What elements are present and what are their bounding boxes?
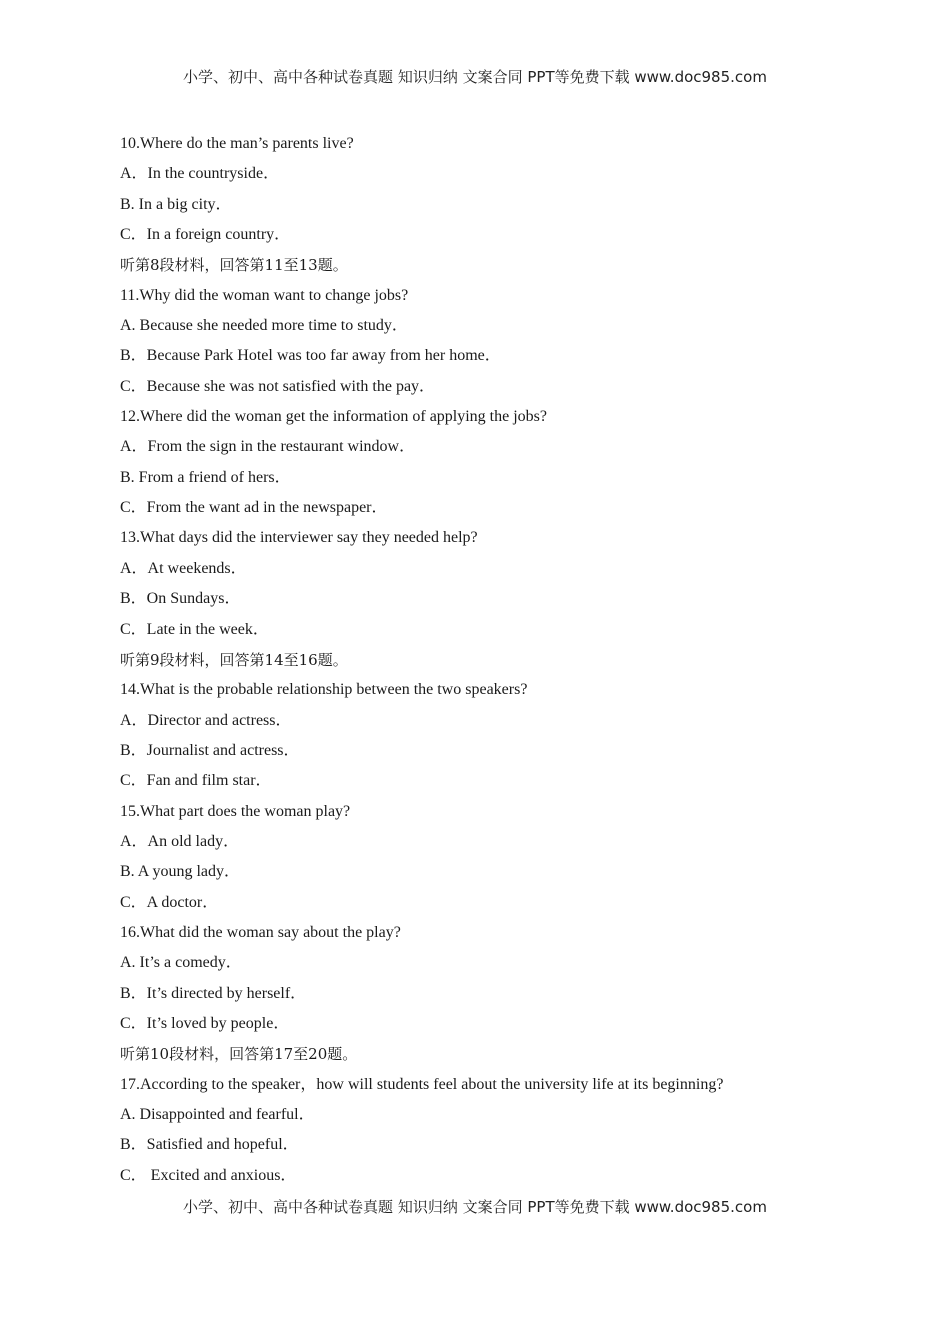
option-13-a: A．At weekends．: [120, 559, 247, 577]
question-15: 15.What part does the woman play?: [120, 802, 351, 820]
question-12: 12.Where did the woman get the information of applying the jobs?: [120, 408, 547, 426]
option-17-b: B．Satisfied and hopeful．: [120, 1136, 299, 1154]
option-15-c: C．A doctor．: [120, 893, 219, 911]
page-footer: 小学、初中、高中各种试卷真题 知识归纳 文案合同 PPT等免费下载 www.doc985.com: [183, 1198, 767, 1216]
question-16: 16.What did the woman say about the play?: [120, 923, 401, 941]
question-13: 13.What days did the interviewer say they needed help?: [120, 529, 478, 547]
section-instruction-8: 听第8段材料，回答第11至13题。: [120, 256, 348, 275]
option-16-a: A. It’s a comedy．: [120, 954, 242, 972]
question-11: 11.Why did the woman want to change jobs?: [120, 286, 409, 304]
option-16-b: B．It’s directed by herself．: [120, 984, 307, 1002]
option-17-a: A. Disappointed and fearful．: [120, 1106, 315, 1123]
question-list: [120, 133, 840, 1195]
option-10-c: C．In a foreign country．: [120, 226, 291, 244]
option-11-b: B．Because Park Hotel was too far away from her home．: [120, 347, 501, 365]
option-15-b: B. A young lady．: [120, 863, 241, 881]
option-15-a: A．An old lady．: [120, 832, 240, 850]
option-13-c: C．Late in the week．: [120, 620, 269, 638]
option-13-b: B．On Sundays．: [120, 590, 241, 608]
option-10-a: A．In the countryside．: [120, 165, 280, 183]
section-instruction-9: 听第9段材料，回答第14至16题。: [120, 650, 348, 669]
option-12-c: C．From the want ad in the newspaper．: [120, 499, 388, 517]
option-10-b: B. In a big city．: [120, 195, 232, 213]
option-11-c: C．Because she was not satisfied with the pay．: [120, 377, 436, 395]
question-14: 14.What is the probable relationship between the two speakers?: [120, 681, 528, 699]
option-12-a: A．From the sign in the restaurant window．: [120, 438, 416, 456]
option-14-b: B．Journalist and actress．: [120, 741, 300, 759]
option-16-c: C．It’s loved by people．: [120, 1014, 290, 1032]
option-14-c: C．Fan and film star．: [120, 772, 272, 790]
page-header: 小学、初中、高中各种试卷真题 知识归纳 文案合同 PPT等免费下载 www.doc985.com: [183, 68, 767, 86]
option-17-c: C． Excited and anxious．: [120, 1166, 297, 1184]
option-12-b: B. From a friend of hers．: [120, 468, 291, 486]
option-14-a: A．Director and actress．: [120, 711, 292, 729]
option-11-a: A. Because she needed more time to study．: [120, 317, 408, 335]
question-10: 10.Where do the man’s parents live?: [120, 135, 354, 152]
section-instruction-10: 听第10段材料，回答第17至20题。: [120, 1045, 358, 1064]
question-17: 17.According to the speaker，how will students feel about the university life at its beginning?: [120, 1075, 724, 1093]
